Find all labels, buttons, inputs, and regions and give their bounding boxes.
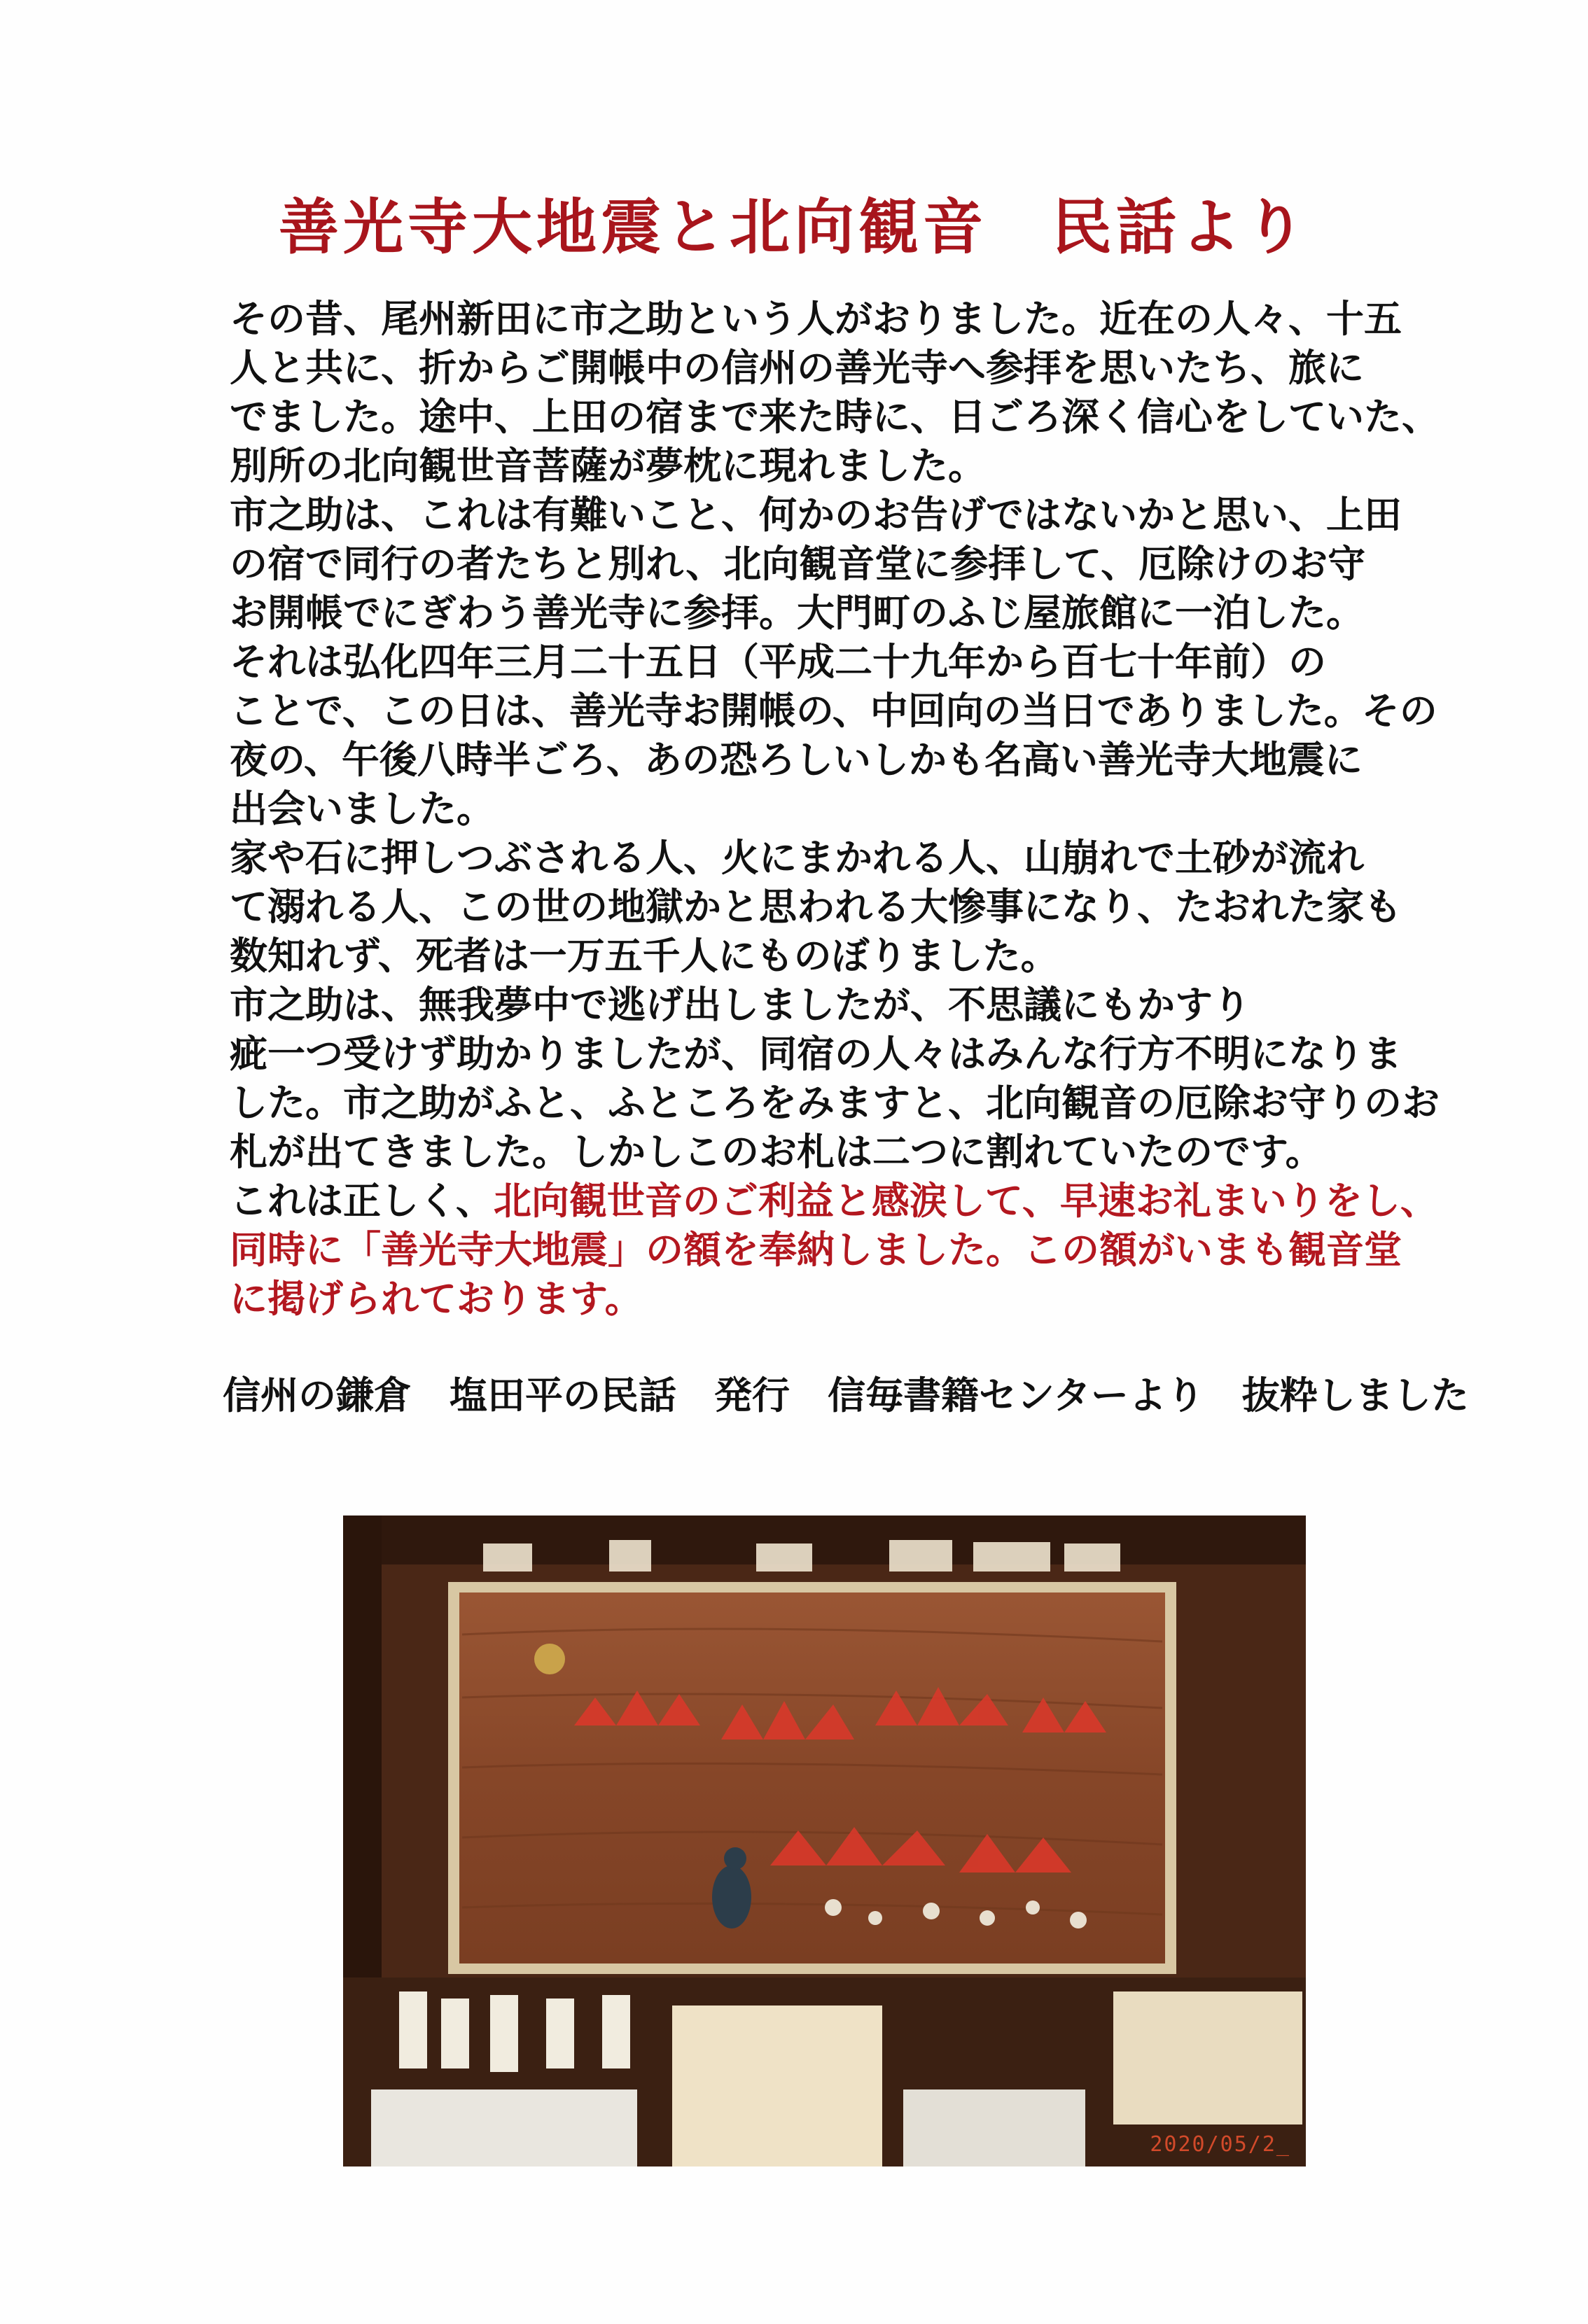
body-line [230,637,1364,686]
text-segment: 札が出てきました。しかしこのお札は二つに割れていたのです。 [230,1129,1323,1174]
body-line [230,980,1364,1029]
body-line [230,882,1402,931]
body-line [230,1127,1364,1176]
text-segment: 疵一つ受けず助かりましたが、同宿の人々はみんな行方不明になりま [230,1031,1402,1076]
text-segment: ことで、この日は、善光寺お開帳の、中回向の当日でありました。その [230,688,1437,733]
page-title: 善光寺大地震と北向観音 民話より [279,192,1309,262]
text-segment: 夜の、午後八時半ごろ、あの恐ろしいしかも名高い善光寺大地震に [230,737,1363,782]
votive-plaque-photo [343,1516,1306,2166]
highlighted-text: 北向観世音のご利益と感涙して、早速お礼まいりをし、 [493,1178,1438,1223]
body-line [230,833,1364,882]
date-stamp: 2020/05/2_ [1150,2132,1290,2157]
text-segment: 市之助は、これは有難いこと、何かのお告げではないかと思い、上田 [230,492,1402,537]
body-line [230,1225,1402,1274]
text-segment: て溺れる人、この世の地獄かと思われる大惨事になり、たおれた家も [230,884,1402,929]
text-segment: その昔、尾州新田に市之助という人がおりました。近在の人々、十五 [230,296,1402,341]
body-line [230,1078,1440,1127]
body-line [230,588,1364,637]
text-segment: お開帳でにぎわう善光寺に参拝。大門町のふじ屋旅館に一泊した。 [230,590,1364,635]
body-line [230,784,1364,833]
text-segment: 家や石に押しつぶされる人、火にまかれる人、山崩れで土砂が流れ [230,835,1364,880]
text-segment: 数知れず、死者は一万五千人にものぼりました。 [230,933,1059,978]
body-line [230,392,1440,441]
text-segment: 人と共に、折からご開帳中の信州の善光寺へ参拝を思いたち、旅に [230,345,1364,390]
text-segment: でました。途中、上田の宿まで来た時に、日ごろ深く信心をしていた、 [230,394,1440,439]
text-segment: の宿で同行の者たちと別れ、北向観音堂に参拝して、厄除けのお守 [230,541,1366,586]
body-line [230,490,1402,539]
body-line [230,1176,1438,1225]
temple-hall-image [343,1516,1306,2166]
highlighted-text: 同時に「善光寺大地震」の額を奉納しました。この額がいまも観音堂 [230,1227,1402,1272]
text-segment: 別所の北向観世音菩薩が夢枕に現れました。 [230,443,986,488]
text-segment: これは正しく、 [230,1178,494,1223]
body-line [230,539,1364,588]
source-citation: 信州の鎌倉 塩田平の民話 発行 信毎書籍センターより 抜粋しました [223,1373,1469,1418]
body-line [230,294,1402,343]
body-line [230,1274,1364,1323]
body-line [230,343,1364,392]
body-line [230,1029,1402,1078]
text-segment: した。市之助がふと、ふところをみますと、北向観音の厄除お守りのお [230,1080,1440,1125]
body-line [230,735,1364,784]
highlighted-text: に掲げられております。 [230,1276,643,1321]
text-segment: 市之助は、無我夢中で逃げ出しましたが、不思議にもかすり [230,982,1251,1027]
text-segment: 出会いました。 [230,786,494,831]
body-line [230,686,1437,735]
text-segment: それは弘化四年三月二十五日（平成二十九年から百七十年前）の [230,639,1326,684]
body-line [230,441,1364,490]
story-body [230,294,1440,1323]
body-line [230,931,1364,980]
